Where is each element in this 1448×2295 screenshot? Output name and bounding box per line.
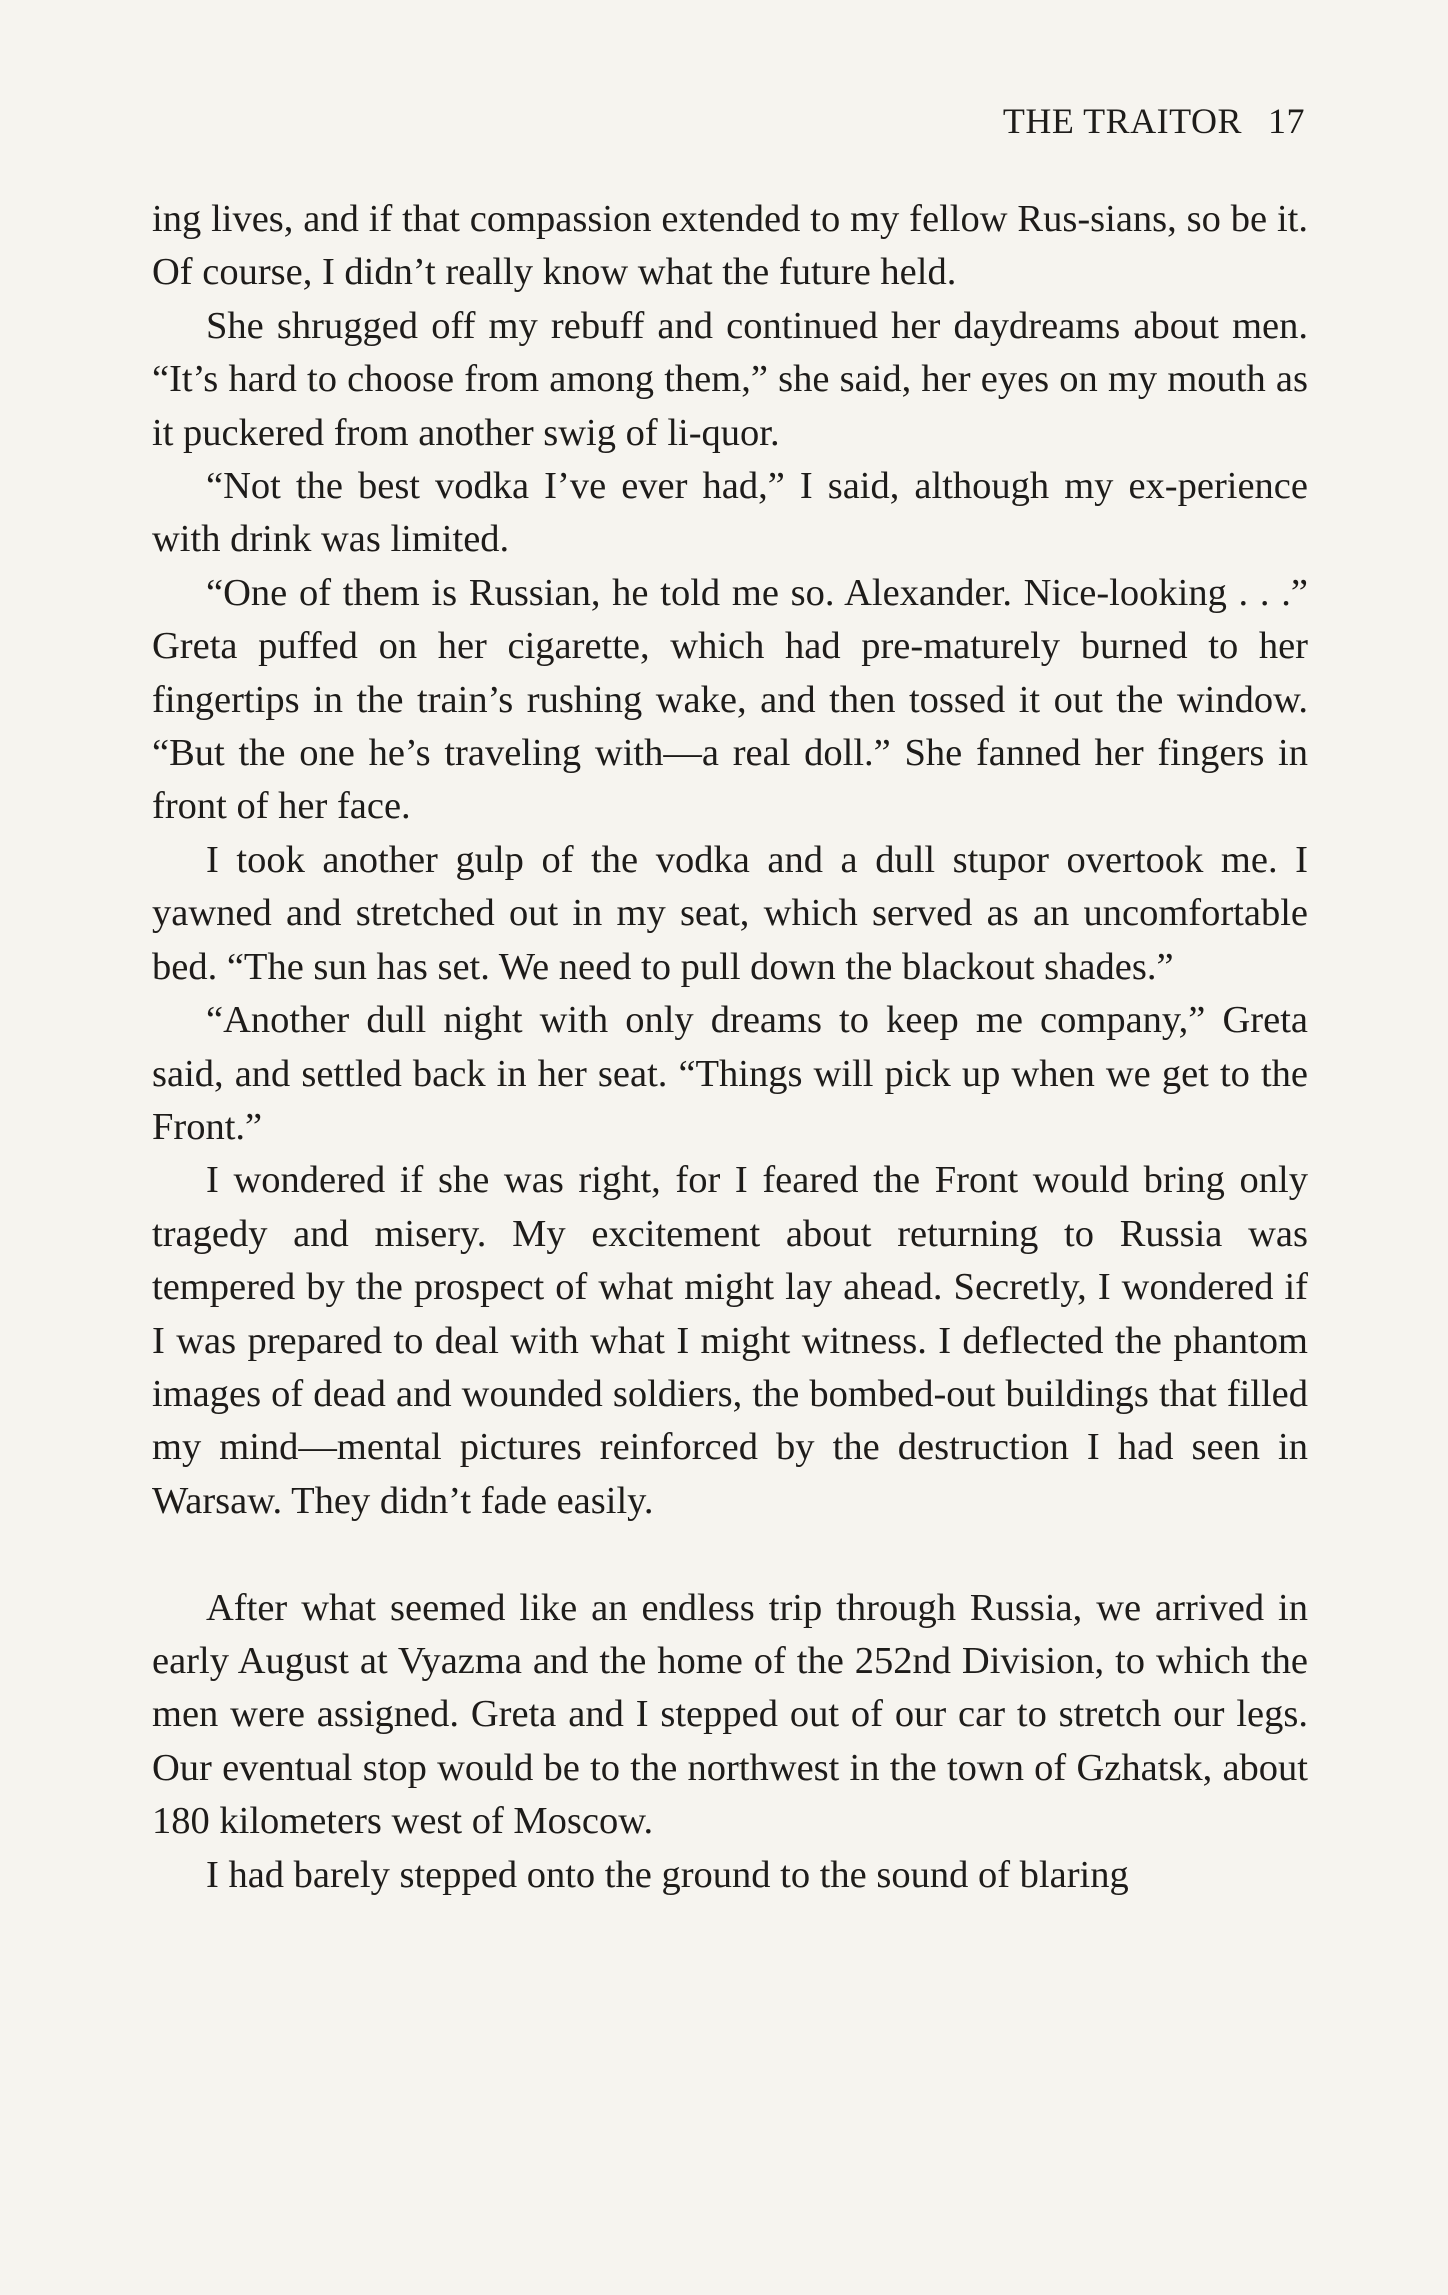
paragraph: “One of them is Russian, he told me so. Alexander. Nice-looking . . .” Greta puffed on her cigarette, which had pre-maturely burned to her fingertips in the train’s rushing wake, and then tossed it out the window. “But the one he’s traveling with—a real doll.” She fanned her fingers in front of her face. bbox=[152, 571, 1308, 828]
page-number: 17 bbox=[1268, 101, 1305, 141]
paragraph: ing lives, and if that compassion extended to my fellow Rus-sians, so be it. Of course, I didn’t really know what the future held. bbox=[152, 198, 1308, 294]
paragraph: “Not the best vodka I’ve ever had,” I said, although my ex-perience with drink was limited. bbox=[152, 465, 1308, 561]
paragraph: After what seemed like an endless trip through Russia, we arrived in early August at Vyazma and the home of the 252nd Division, to which the men were assigned. Greta and I stepped out of our car to stretch our legs. Our eventual stop would be to the northwest in the town of Gzhatsk, about 180 kilometers west of Moscow. bbox=[152, 1586, 1308, 1843]
paragraph: She shrugged off my rebuff and continued her daydreams about men. “It’s hard to choose from among them,” she said, her eyes on my mouth as it puckered from another swig of li-quor. bbox=[152, 304, 1308, 454]
paragraph: I took another gulp of the vodka and a dull stupor overtook me. I yawned and stretched out in my seat, which served as an uncomfortable bed. “The sun has set. We need to pull down the blackout shades.” bbox=[152, 838, 1308, 988]
running-head bbox=[1003, 100, 1305, 142]
running-head-title: THE TRAITOR bbox=[1002, 101, 1242, 141]
paragraph: “Another dull night with only dreams to keep me company,” Greta said, and settled back in her seat. “Things will pick up when we get to the Front.” bbox=[152, 999, 1308, 1148]
paragraph: I had barely stepped onto the ground to the sound of blaring bbox=[206, 1853, 1129, 1896]
body-text bbox=[152, 193, 1308, 1902]
paragraph: I wondered if she was right, for I feared the Front would bring only tragedy and misery. My excitement about returning to Russia was tempered by the prospect of what might lay ahead. Secretly, I wondered if I was prepared to deal with what I might witness. I deflected the phantom images of dead and wounded soldiers, the bombed-out buildings that filled my mind—mental pictures reinforced by the destruction I had seen in Warsaw. They didn’t fade easily. bbox=[152, 1159, 1308, 1522]
